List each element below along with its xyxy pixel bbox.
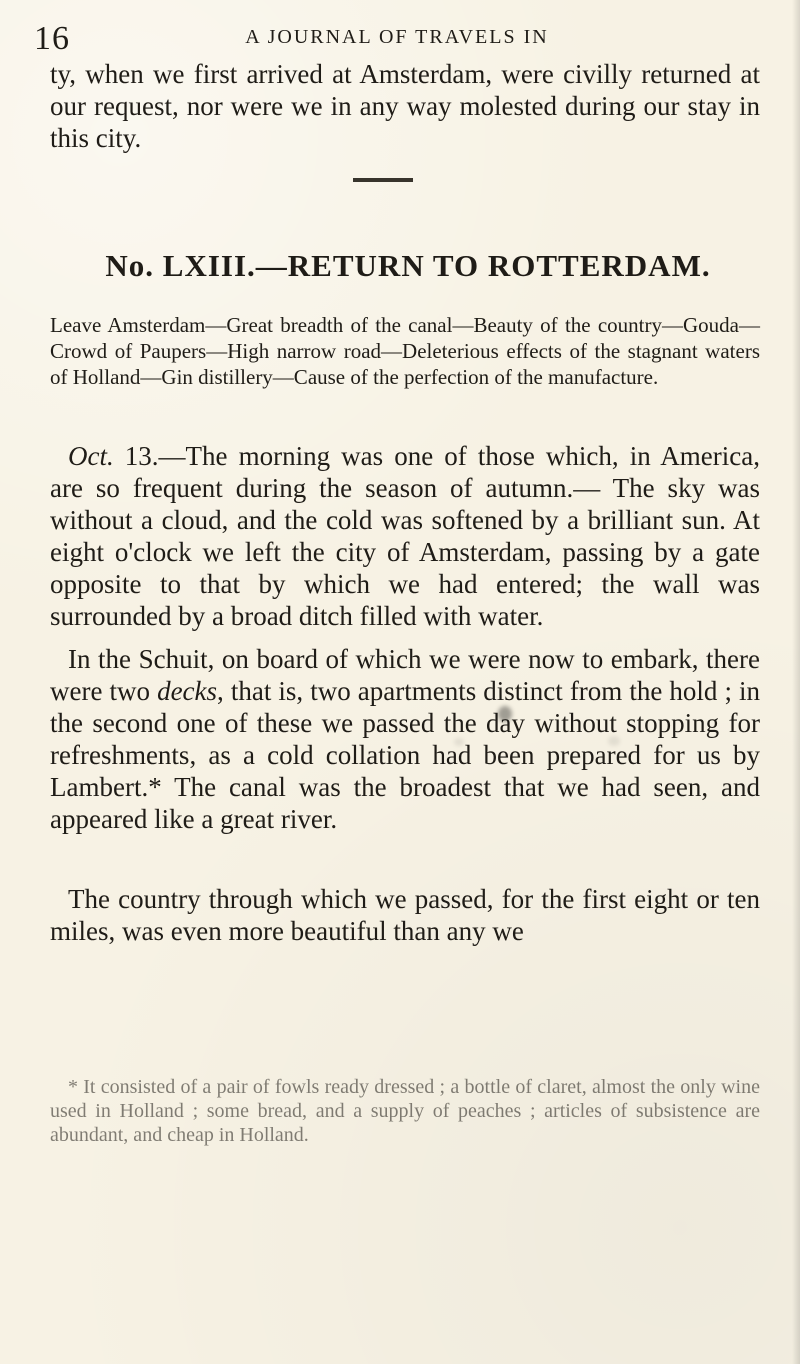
paragraph-october-13 (50, 440, 760, 632)
chapter-title: No. LXIII.—RETURN TO ROTTERDAM. (105, 248, 711, 283)
decks-term: decks (157, 676, 218, 706)
continued-paragraph: ty, when we first arrived at Amsterdam, were civilly returned at our request, nor were we in any way molested during our stay in this city. (50, 59, 760, 153)
paper-stain (454, 738, 464, 746)
page-number: 16 (34, 20, 70, 57)
chapter-summary: Leave Amsterdam—Great breadth of the canal—Beauty of the country—Gouda—Crowd of Paupers—High narrow road—Deleterious effects of the stagnant waters of Holland—Gin distillery—Cause of the perfection of the manufacture. (50, 313, 760, 389)
running-title: A JOURNAL OF TRAVELS IN (245, 26, 549, 48)
paragraph-country: The country through which we passed, for the first eight or ten miles, was even more beautiful than any we (50, 884, 760, 946)
page-header (34, 20, 760, 57)
ink-smudge (498, 706, 512, 722)
paper-stain (608, 736, 620, 746)
paragraph-text: 13.—The morning was one of those which, in America, are so frequent during the season of autumn.— The sky was without a cloud, and the cold was softened by a brilliant sun. At eight o'clock we left the city of Amsterdam, passing by a gate opposite to that by which we had entered; the wall was surrounded by a broad ditch filled with water. (50, 441, 760, 631)
paragraph-intro: In the Schuit, on board of which we were now to embark, there were two (50, 644, 760, 706)
page-edge-shadow (792, 0, 800, 1364)
date-label: Oct. (68, 441, 114, 471)
paragraph-rest: , that is, two apartments distinct from the hold ; in the second one of these we passed the day without stopping for refreshments, as a cold collation had been prepared for us by Lambert.* The canal was the broadest that we had seen, and appeared like a great river. (50, 676, 761, 834)
footnote: * It consisted of a pair of fowls ready dressed ; a bottle of claret, almost the only wine used in Holland ; some bread, and a supply of peaches ; articles of subsistence are abundant, and cheap in Holland. (50, 1076, 760, 1146)
section-divider (353, 178, 413, 182)
paragraph-schuit (50, 643, 760, 835)
